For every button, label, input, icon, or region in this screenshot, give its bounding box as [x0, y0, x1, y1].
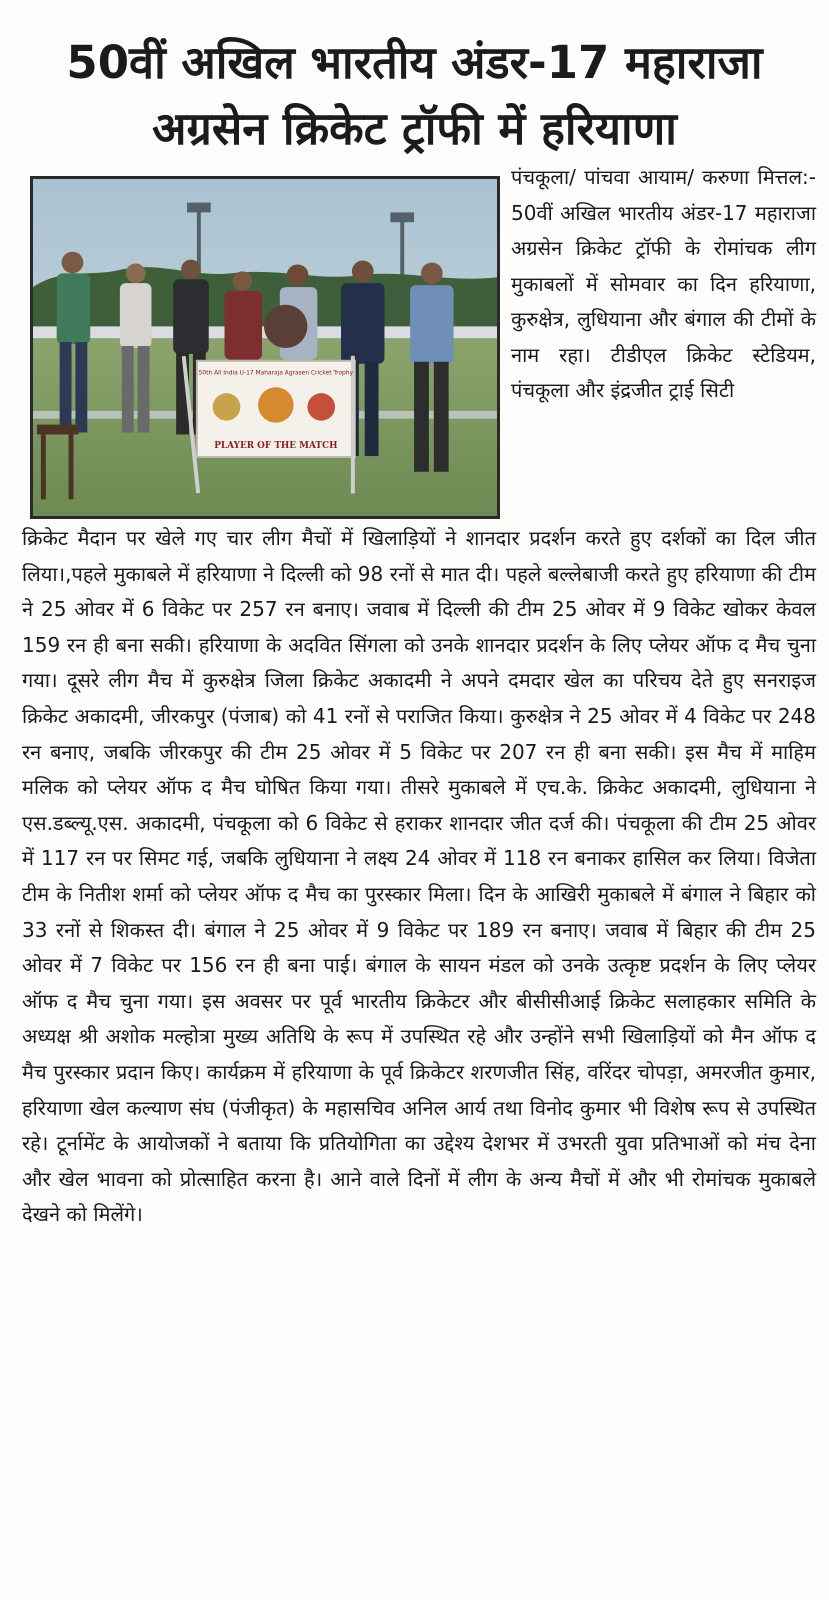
body-paragraph: क्रिकेट मैदान पर खेले गए चार लीग मैचों में खिलाड़ियों ने शानदार प्रदर्शन करते हुए दर्शकों का दिल जीत लिया।,पहले मुकाबले में हरियाणा ने दिल्ली को 98 रनों से मात दी। पहले बल्लेबाजी करते हुए हरियाणा की टीम ने 25 ओवर में 6 विकेट पर 257 रन बनाए। जवाब में दिल्ली की टीम 25 ओवर में 9 विकेट खोकर केवल 159 रन ही बना सकी। हरियाणा के अदवित सिंगला को उनके शानदार प्रदर्शन के लिए प्लेयर ऑफ द मैच चुना गया। दूसरे लीग मैच में कुरुक्षेत्र जिला क्रिकेट अकादमी ने अपने दमदार खेल का परिचय देते हुए सनराइज क्रिकेट अकादमी, जीरकपुर (पंजाब) को 41 रनों से पराजित किया। कुरुक्षेत्र ने 25 ओवर में 4 विकेट पर 248 रन बनाए, जबकि जीरकपुर की टीम 25 ओवर में 5 विकेट पर 207 रन ही बना सकी। इस मैच में माहिम मलिक को प्लेयर ऑफ द मैच घोषित किया गया। तीसरे मुकाबले में एच.के. क्रिकेट अकादमी, लुधियाना ने एस.डब्ल्यू.एस. अकादमी, पंचकूला को 6 विकेट से हराकर शानदार जीत दर्ज की। पंचकूला की टीम 25 ओवर में 117 रन पर सिमट गई, जबकि लुधियाना ने लक्ष्य 24 ओवर में 118 रन बनाकर हासिल कर लिया। विजेता टीम के नितीश शर्मा को प्लेयर ऑफ द मैच का पुरस्कार मिला। दिन के आखिरी मुकाबले में बंगाल ने बिहार को 33 रनों से शिकस्त दी। बंगाल ने 25 ओवर में 9 विकेट पर 189 रन बनाए। जवाब में बिहार की टीम 25 ओवर में 7 विकेट पर 156 रन ही बना पाई। बंगाल के सायन मंडल को उनके उत्कृष्ट प्रदर्शन के लिए प्लेयर ऑफ द मैच चुना गया। इस अवसर पर पूर्व भारतीय क्रिकेटर और बीसीसीआई क्रिकेट सलाहकार समिति के अध्यक्ष श्री अशोक मल्होत्रा मुख्य अतिथि के रूप में उपस्थित रहे और उन्होंने सभी खिलाड़ियों को मैन ऑफ द मैच पुरस्कार प्रदान किए। कार्यक्रम में हरियाणा के पूर्व क्रिकेटर शरणजीत सिंह, वरिंदर चोपड़ा, अमरजीत कुमार, हरियाणा खेल कल्याण संघ (पंजीकृत) के महासचिव अनिल आर्य तथा विनोद कुमार भी विशेष रूप से उपस्थित रहे। टूर्नामेंट के आयोजकों ने बताया कि प्रतियोगिता का उद्देश्य देशभर में उभरती युवा प्रतिभाओं को मंच देना और खेल भावना को प्रोत्साहित करना है। आने वाले दिनों में लीग के अन्य मैचों में और भी रोमांचक मुकाबले देखने को मिलेंगे। [22, 526, 816, 1227]
headline [14, 30, 815, 162]
banner-caption: PLAYER OF THE MATCH [214, 441, 338, 452]
headline-line-2: अग्रसेन क्रिकेट ट्रॉफी में हरियाणा [152, 102, 677, 155]
news-photo [30, 176, 500, 519]
headline-line-1: 50वीं अखिल भारतीय अंडर-17 महाराजा [66, 36, 763, 89]
intro-paragraph: पंचकूला/ पांचवा आयाम/ करुणा मित्तल:- 50वीं अखिल भारतीय अंडर-17 महाराजा अग्रसेन क्रिकेट ट्रॉफी के रोमांचक लीग मुकाबलों में सोमवार का दिन हरियाणा, कुरुक्षेत्र, लुधियाना और बंगाल की टीमों के नाम रहा। टीडीएल क्रिकेट स्टेडियम, पंचकूला और इंद्रजीत ट्राई सिटी [511, 165, 816, 402]
intro-column [511, 160, 816, 409]
banner-title: 50th All India U-17 Maharaja Agrasen Cricket Trophy [198, 370, 354, 377]
photo-illustration [33, 179, 497, 516]
article-body [22, 521, 816, 1233]
